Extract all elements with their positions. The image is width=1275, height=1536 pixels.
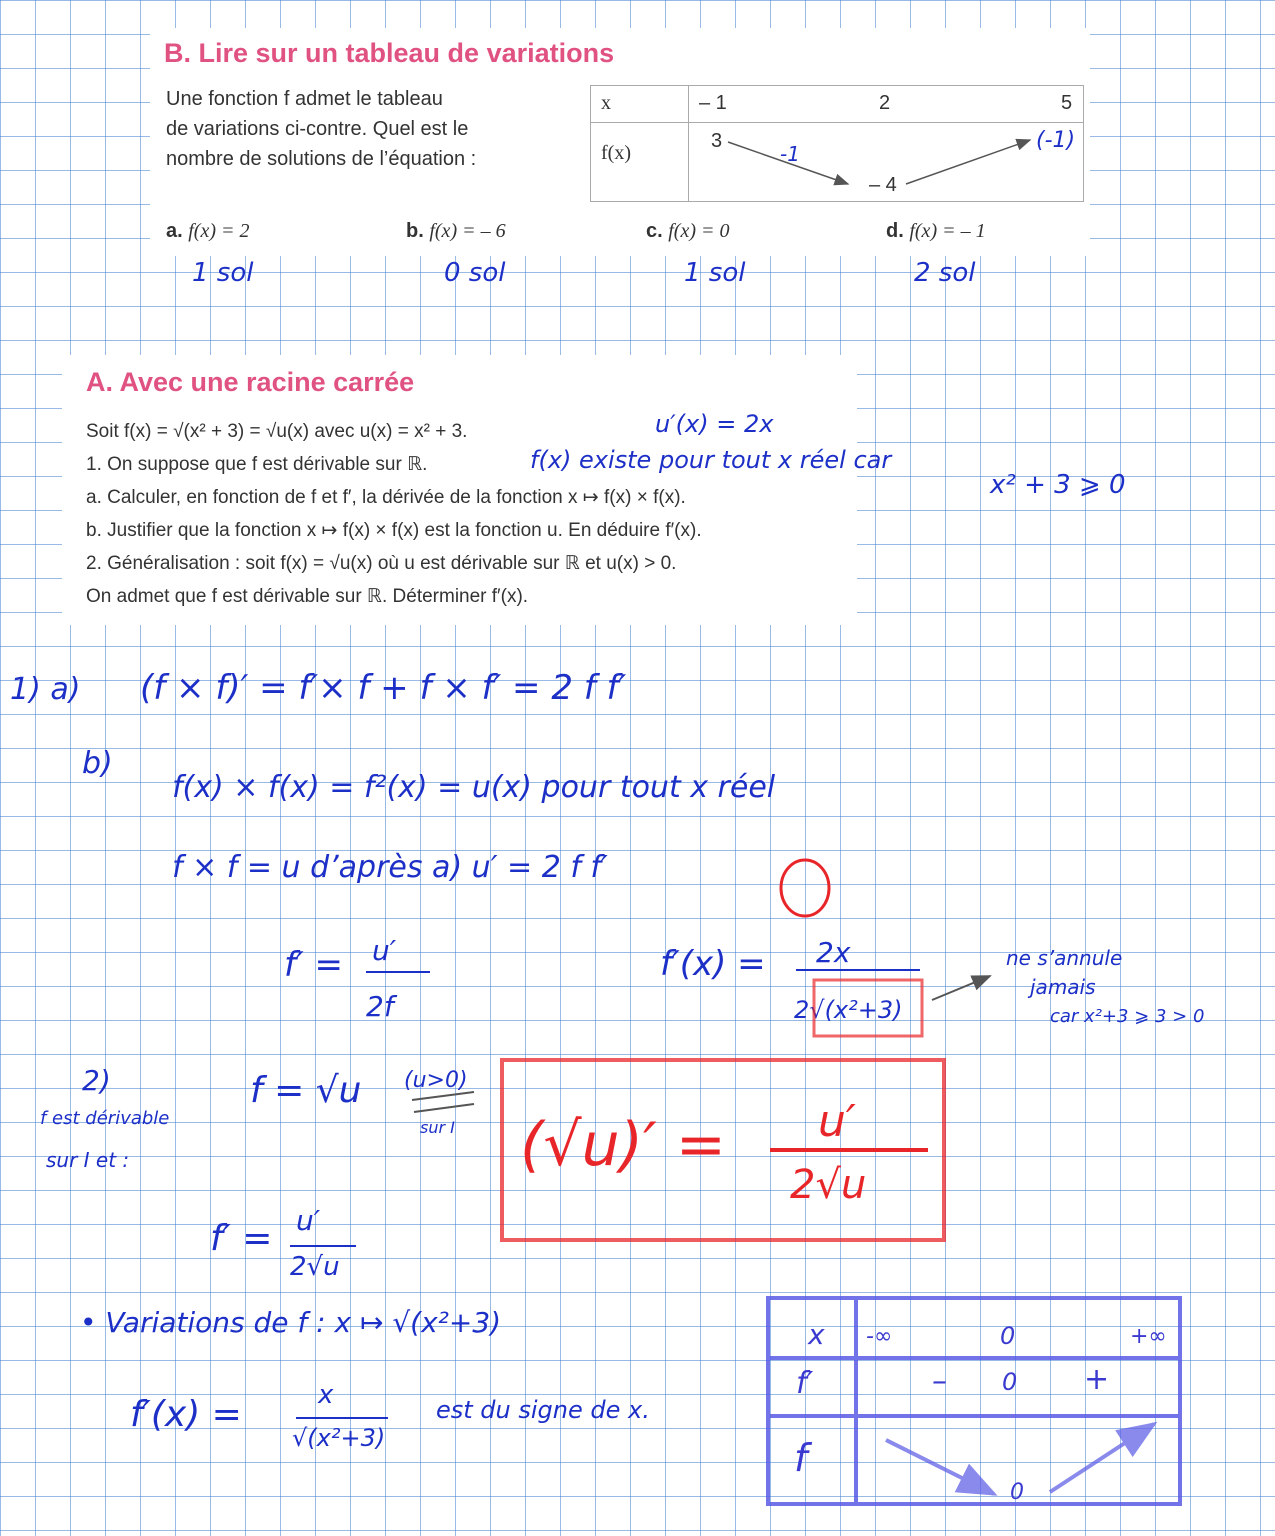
table-x-value: 5: [1061, 92, 1073, 114]
sign-table-sign: 0: [1002, 1368, 1018, 1396]
text-line: b. Justifier que la fonction x ↦ f(x) × f(x) est la fonction u. En déduire f′(x).: [86, 520, 702, 541]
side-note-line: ne s’annule: [1006, 946, 1123, 970]
q2-text-line: f est dérivable: [40, 1108, 170, 1129]
q1a-formula: (f × f)′ = f′× f + f × f′ = 2 f f′: [140, 668, 627, 708]
derivative-den: √(x²+3): [292, 1424, 386, 1452]
table-x-label: x: [601, 92, 611, 114]
table-fx-label: f(x): [601, 142, 631, 164]
sign-table-f-label: f: [794, 1436, 808, 1480]
note-u-prime: u′(x) = 2x: [655, 410, 774, 438]
variation-arrow-down: [728, 142, 848, 184]
note-condition: x² + 3 ⩾ 0: [990, 470, 1126, 500]
intro-line: de variations ci-contre. Quel est le: [166, 118, 469, 140]
answer-d: 2 sol: [914, 258, 976, 288]
sign-table-x-value: 0: [1000, 1322, 1016, 1350]
annotation-minus-one: -1: [780, 142, 800, 166]
section-a-title: A. Avec une racine carrée: [86, 367, 415, 397]
fprime-num: u′: [372, 934, 397, 967]
side-note-line: car x²+3 ⩾ 3 > 0: [1050, 1006, 1205, 1027]
question-b: b. f(x) = – 6: [406, 220, 506, 242]
text-line: 1. On suppose que f est dérivable sur ℝ.: [86, 454, 428, 475]
q1a-label: 1) a): [10, 672, 81, 707]
fx-label: f′(x) =: [660, 944, 766, 984]
q2-fprime-eq: f′ =: [210, 1218, 273, 1259]
fx-num: 2x: [816, 936, 851, 969]
q2-f: f = √u: [250, 1070, 362, 1111]
table-f-value: 3: [711, 130, 723, 152]
boxed-formula-lhs: (√u)′ =: [520, 1110, 727, 1180]
annotation-circled: (-1): [1036, 128, 1076, 153]
answer-a: 1 sol: [192, 258, 254, 288]
q2-cond-sub: sur I: [420, 1118, 455, 1137]
text-line: 2. Généralisation : soit f(x) = √u(x) où u est dérivable sur ℝ et u(x) > 0.: [86, 553, 677, 574]
q2-fprime-num: u′: [296, 1204, 321, 1237]
text-line: On admet que f est dérivable sur ℝ. Déterminer f′(x).: [86, 586, 529, 607]
sign-table-x-value: +∞: [1130, 1324, 1167, 1349]
sign-table: [768, 1298, 1180, 1504]
variations-title: • Variations de f : x ↦ √(x²+3): [80, 1306, 502, 1339]
side-note-line: jamais: [1030, 975, 1096, 999]
boxed-formula-num: u′: [818, 1096, 856, 1147]
derivative-lhs: f′(x) =: [130, 1394, 242, 1435]
fprime-eq-label: f′ =: [284, 945, 343, 985]
section-b-title: B. Lire sur un tableau de variations: [164, 38, 615, 68]
table-f-value: – 4: [869, 174, 897, 196]
note-exists: f(x) existe pour tout x réel car: [530, 446, 892, 474]
fx-den: 2√(x²+3): [794, 996, 903, 1024]
derivative-num: x: [318, 1380, 334, 1410]
q2-label: 2): [82, 1064, 111, 1097]
question-d: d. f(x) = – 1: [886, 220, 986, 242]
q2-fprime-den: 2√u: [290, 1252, 340, 1282]
question-a: a. f(x) = 2: [166, 220, 250, 242]
text-line: Soit f(x) = √(x² + 3) = √u(x) avec u(x) = x² + 3.: [86, 421, 468, 442]
q1b-line2: f × f = u d’après a) u′ = 2 f f′: [172, 850, 608, 885]
sign-table-x-value: -∞: [866, 1324, 893, 1349]
q2-text-line: sur I et :: [46, 1148, 130, 1172]
red-sqrt-box: [814, 980, 922, 1036]
intro-line: Une fonction f admet le tableau: [166, 88, 443, 110]
fprime-den: 2f: [366, 990, 394, 1023]
derivative-sign: est du signe de x.: [436, 1396, 650, 1424]
table-x-value: 2: [879, 92, 891, 114]
q1b-line1: f(x) × f(x) = f²(x) = u(x) pour tout x réel: [172, 770, 776, 805]
question-c: c. f(x) = 0: [646, 220, 730, 242]
answer-c: 1 sol: [684, 258, 746, 288]
answer-b: 0 sol: [444, 258, 506, 288]
sign-table-sign: +: [1084, 1362, 1110, 1397]
sign-table-fprime-label: f′: [796, 1366, 814, 1401]
sign-table-f-min: 0: [1010, 1480, 1024, 1505]
sign-table-sign: –: [932, 1364, 947, 1399]
sign-table-x-label: x: [808, 1318, 825, 1351]
circle-fprime: [781, 860, 829, 916]
boxed-formula-den: 2√u: [790, 1162, 867, 1208]
q1b-label: b): [82, 746, 113, 781]
text-line: a. Calculer, en fonction de f et f′, la dérivée de la fonction x ↦ f(x) × f(x).: [86, 487, 686, 508]
sign-table-arrow-up: [1050, 1424, 1154, 1492]
q2-cond: (u>0): [404, 1068, 468, 1093]
intro-line: nombre de solutions de l’équation :: [166, 148, 477, 170]
sign-table-arrow-down: [886, 1440, 994, 1494]
table-x-value: – 1: [699, 92, 727, 114]
variation-arrow-up: [906, 140, 1030, 184]
